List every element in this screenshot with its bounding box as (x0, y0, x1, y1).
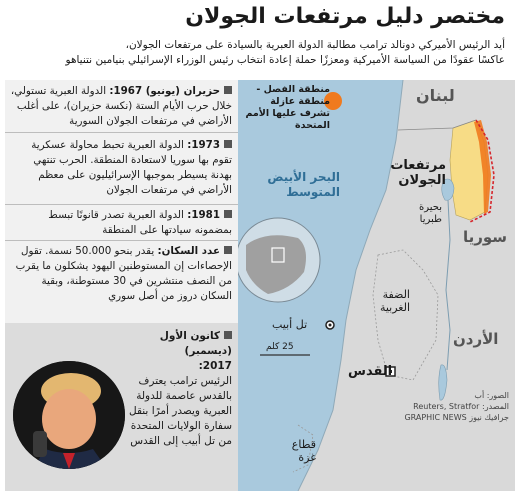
subtitle-line-2: عاكسًا عقودًا من السياسة الأميركية ومعززًا حملة إعادة انتخاب رئيس الوزراء الإسرائيلي بنيامين نتنياهو (65, 54, 505, 66)
gaza-label: قطاع غزة (291, 438, 316, 464)
microphone (33, 431, 47, 457)
event-population: عدد السكان: يقدر بنحو 50.000 نسمة. تقول الإحصاءات إن المستوطنين اليهود يشكلون ما يقرب من النصف منتشرين في 30 مستوطنة، وبقية السكان دروز من أصل سوري (15, 245, 232, 302)
bullet-icon (224, 331, 232, 339)
sea-label: البحر الأبيض المتوسط (267, 170, 340, 199)
bullet-icon (224, 246, 232, 254)
tel-aviv-label: تل أبيب (272, 318, 308, 331)
scale-label: 25 كلم (266, 342, 294, 352)
tiberias-label: بحيرة طبريا (418, 202, 442, 225)
page-title: مختصر دليل مرتفعات الجولان (185, 4, 505, 29)
latest-event-text (122, 329, 232, 449)
brand-credit: جرافيك نيوز GRAPHIC NEWS (404, 413, 509, 422)
bullet-icon (224, 86, 232, 94)
source-credit: المصدر: Reuters, Stratfor (413, 402, 509, 411)
west-bank-label: الضفة الغربية (379, 288, 410, 314)
map (238, 80, 515, 491)
divider (5, 204, 238, 205)
timeline-panel (5, 80, 238, 491)
credits (404, 390, 509, 423)
face (42, 389, 96, 449)
bullet-icon (224, 210, 232, 218)
event-1967: حزيران (يونيو) 1967: الدولة العبرية تستولي، خلال حرب الأيام الستة (نكسة حزيران)، على أغلب الأراضي في مرتفعات الجولان السورية (10, 85, 232, 127)
map-canvas (238, 80, 515, 491)
event-1973: 1973: الدولة العبرية تحبط محاولة عسكرية تقوم بها سوريا لاستعادة المنطقة. الحرب تنتهي بهدنة يسيطر بموجبها الإسرائيليون على معظم الأراضي في مرتفعات الجولان (31, 139, 232, 196)
event-1981: 1981: الدولة العبرية تصدر قانونًا تبسط بمضمونه سيادتها على المنطقة (48, 209, 232, 236)
header (0, 0, 515, 80)
golan-label: مرتفعات الجولان (390, 158, 446, 188)
latest-heading: كانون الأول (ديسمبر) (159, 330, 232, 357)
divider (5, 132, 238, 133)
syria-label: سوريا (463, 228, 508, 246)
photo-credit: الصور: أب (474, 391, 509, 400)
lebanon-label: لبنان (416, 86, 455, 105)
legend-buffer-label: منطقة الفصل - منطقة عازلة تشرف عليها الأمم المتحدة (245, 84, 330, 131)
bullet-icon (224, 140, 232, 148)
latest-body: الرئيس ترامب يعترف بالقدس عاصمة للدولة العبرية ويصدر أمرًا بنقل سفارة الولايات المتحدة من تل أبيب إلى القدس (129, 375, 232, 447)
trump-photo (13, 361, 125, 469)
subtitle (10, 38, 505, 68)
jordan-label: الأردن (453, 330, 499, 348)
latest-year: 2017: (198, 360, 232, 372)
jerusalem-label: القدس (348, 364, 393, 379)
latest-event-box (5, 323, 238, 491)
subtitle-line-1: أيد الرئيس الأميركي دونالد ترامب مطالبة الدولة العبرية بالسيادة على مرتفعات الجولان، (125, 39, 505, 51)
portrait-illustration (13, 361, 125, 469)
divider (5, 240, 238, 241)
